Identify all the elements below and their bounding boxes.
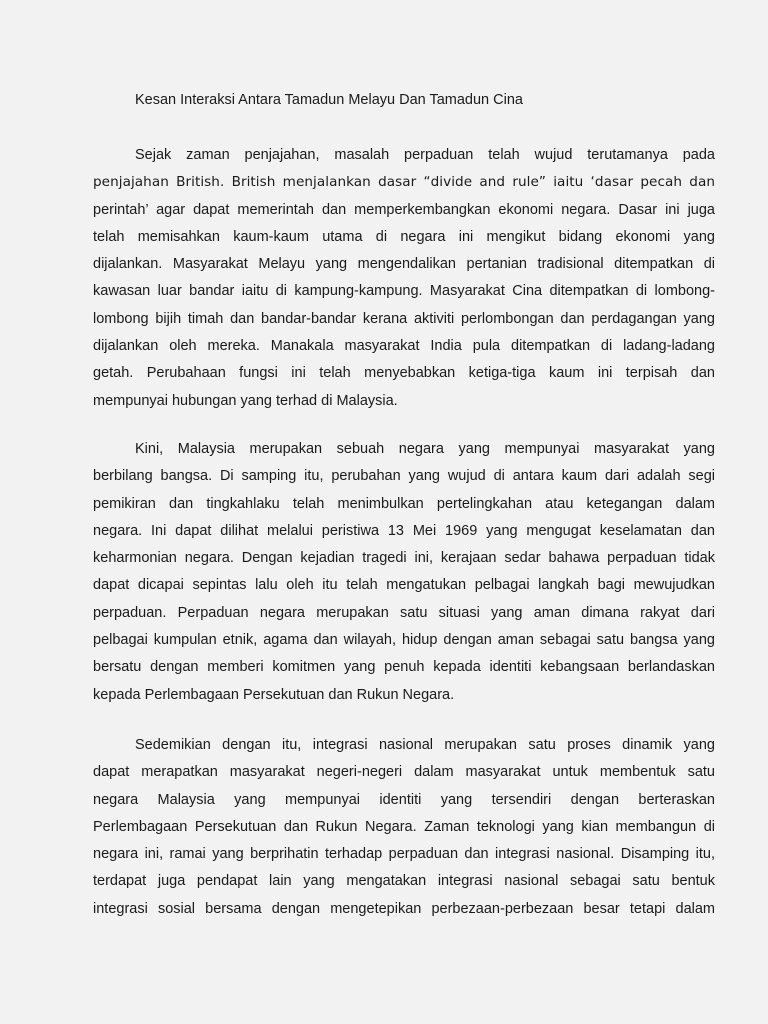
- text-line: Perlembagaan Persekutuan dan Rukun Negara. Zaman teknologi yang kian membangun di: [93, 818, 715, 835]
- text-line: dapat dicapai sepintas lalu oleh itu telah mengatukan pelbagai langkah bagi mewujudkan: [93, 577, 715, 594]
- text-line: dijalankan oleh mereka. Manakala masyarakat India pula ditempatkan di ladang-ladang: [93, 338, 715, 355]
- text-line: kawasan luar bandar iaitu di kampung-kampung. Masyarakat Cina ditempatkan di lombong-: [93, 283, 715, 300]
- text-line: Sejak zaman penjajahan, masalah perpaduan telah wujud terutamanya pada: [135, 147, 715, 163]
- text-line: telah memisahkan kaum-kaum utama di negara ini mengikut bidang ekonomi yang: [93, 228, 715, 245]
- text-line: negara ini, ramai yang berprihatin terhadap perpaduan dan integrasi nasional. Disamping itu,: [93, 846, 715, 863]
- paragraph-3: [93, 732, 715, 923]
- text-line: terdapat juga pendapat lain yang mengatakan integrasi nasional sebagai satu bentuk: [93, 873, 715, 890]
- text-line: integrasi sosial bersama dengan mengetepikan perbezaan-perbezaan besar tetapi dalam: [93, 900, 715, 917]
- text-line: bersatu dengan memberi komitmen yang penuh kepada identiti kebangsaan berlandaskan: [93, 659, 715, 676]
- document-title: Kesan Interaksi Antara Tamadun Melayu Dan Tamadun Cina: [135, 92, 523, 108]
- text-line: Kini, Malaysia merupakan sebuah negara yang mempunyai masyarakat yang: [135, 441, 715, 457]
- text-line: pelbagai kumpulan etnik, agama dan wilayah, hidup dengan aman sebagai satu bangsa yang: [93, 632, 715, 649]
- text-line: getah. Perubahaan fungsi ini telah menyebabkan ketiga-tiga kaum ini terpisah dan: [93, 365, 715, 382]
- text-line: perintah’ agar dapat memerintah dan memperkembangkan ekonomi negara. Dasar ini juga: [93, 201, 715, 218]
- text-line: kepada Perlembagaan Persekutuan dan Rukun Negara.: [93, 686, 455, 703]
- paragraph-1: [93, 142, 715, 415]
- text-line: negara Malaysia yang mempunyai identiti yang tersendiri dengan berteraskan: [93, 791, 715, 808]
- text-line: negara. Ini dapat dilihat melalui peristiwa 13 Mei 1969 yang mengugat keselamatan dan: [93, 522, 715, 539]
- text-line: Sedemikian dengan itu, integrasi nasional merupakan satu proses dinamik yang: [135, 737, 715, 753]
- text-line: pemikiran dan tingkahlaku telah menimbulkan pertelingkahan atau ketegangan dalam: [93, 495, 715, 512]
- text-line: penjajahan British. British menjalankan dasar “divide and rule” iaitu ‘dasar pecah dan: [93, 174, 715, 191]
- text-line: mempunyai hubungan yang terhad di Malaysia.: [93, 392, 398, 409]
- paragraph-2: [93, 436, 715, 709]
- text-line: perpaduan. Perpaduan negara merupakan satu situasi yang aman dimana rakyat dari: [93, 604, 715, 621]
- text-line: keharmonian negara. Dengan kejadian tragedi ini, kerajaan sedar bahawa perpaduan tidak: [93, 550, 715, 567]
- text-line: berbilang bangsa. Di samping itu, perubahan yang wujud di antara kaum dari adalah segi: [93, 468, 715, 485]
- text-line: dapat merapatkan masyarakat negeri-negeri dalam masyarakat untuk membentuk satu: [93, 764, 715, 781]
- text-line: lombong bijih timah dan bandar-bandar kerana aktiviti perlombongan dan perdagangan yang: [93, 310, 715, 327]
- text-line: dijalankan. Masyarakat Melayu yang mengendalikan pertanian tradisional ditempatkan di: [93, 256, 715, 273]
